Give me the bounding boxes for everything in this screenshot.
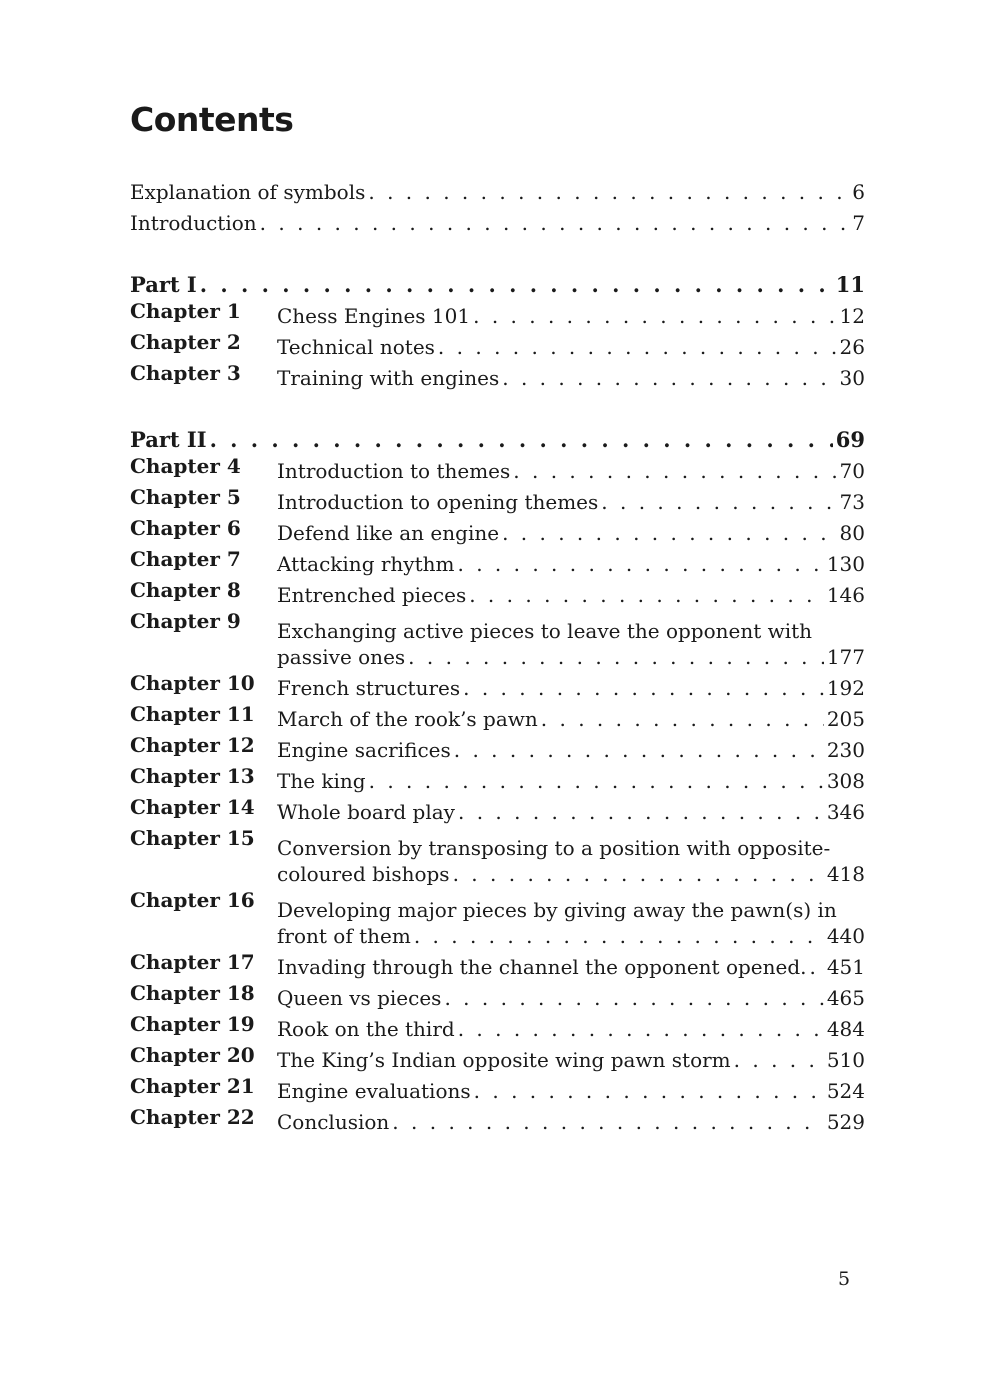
chapter-label: Chapter 22 bbox=[130, 1105, 255, 1129]
chapter-page: 70 bbox=[839, 459, 865, 483]
dot-leader bbox=[414, 923, 824, 949]
dot-leader bbox=[541, 706, 824, 732]
dot-leader bbox=[513, 458, 836, 484]
dot-leader bbox=[260, 210, 850, 236]
chapter-page: 308 bbox=[826, 769, 865, 793]
chapter-title: Whole board play bbox=[277, 800, 455, 824]
chapter-label: Chapter 16 bbox=[130, 888, 255, 912]
dot-leader bbox=[408, 644, 824, 670]
toc-entry-title: Introduction bbox=[130, 211, 257, 235]
chapter-page: 205 bbox=[826, 707, 865, 731]
chapter-title-line-2: passive ones bbox=[277, 645, 406, 669]
chapter-title-line-2: coloured bishops bbox=[277, 862, 450, 886]
chapter-page: 73 bbox=[839, 490, 865, 514]
toc-chapter-entry[interactable] bbox=[130, 980, 865, 1011]
dot-leader bbox=[473, 303, 836, 329]
chapter-page: 130 bbox=[826, 552, 865, 576]
part-label: Part II bbox=[130, 427, 207, 452]
chapter-label: Chapter 19 bbox=[130, 1012, 255, 1036]
chapter-label: Chapter 18 bbox=[130, 981, 255, 1005]
chapter-label: Chapter 21 bbox=[130, 1074, 255, 1098]
dot-leader bbox=[502, 520, 836, 546]
chapter-title-line-1: Developing major pieces by giving away the pawn(s) in bbox=[277, 898, 837, 922]
chapter-title: Entrenched pieces bbox=[277, 583, 467, 607]
dot-leader bbox=[454, 737, 824, 763]
chapter-label: Chapter 14 bbox=[130, 795, 255, 819]
chapter-label: Chapter 11 bbox=[130, 702, 255, 726]
chapter-title: Chess Engines 101 bbox=[277, 304, 471, 328]
toc-chapter-entry[interactable] bbox=[130, 329, 865, 360]
chapter-label: Chapter 5 bbox=[130, 485, 241, 509]
part-page: 69 bbox=[835, 427, 865, 452]
chapter-label: Chapter 4 bbox=[130, 454, 241, 478]
toc-chapter-entry[interactable] bbox=[130, 360, 865, 391]
chapter-title: March of the rook’s pawn bbox=[277, 707, 538, 731]
dot-leader bbox=[369, 768, 824, 794]
chapter-title: French structures bbox=[277, 676, 461, 700]
toc-entry-introduction[interactable] bbox=[130, 205, 865, 236]
toc-chapter-entry[interactable] bbox=[130, 794, 865, 825]
chapter-page: 26 bbox=[839, 335, 865, 359]
toc-chapter-entry[interactable] bbox=[130, 1042, 865, 1073]
chapter-label: Chapter 8 bbox=[130, 578, 241, 602]
chapter-label: Chapter 13 bbox=[130, 764, 255, 788]
dot-leader bbox=[601, 489, 836, 515]
toc-chapter-entry[interactable] bbox=[130, 484, 865, 515]
chapter-title: Training with engines bbox=[277, 366, 500, 390]
dot-leader bbox=[444, 985, 823, 1011]
toc-chapter-entry[interactable] bbox=[130, 1011, 865, 1042]
dot-leader bbox=[734, 1047, 824, 1073]
toc-chapter-entry[interactable] bbox=[130, 1104, 865, 1135]
toc-chapter-entry[interactable] bbox=[130, 577, 865, 608]
dot-leader bbox=[453, 861, 824, 887]
chapter-page: 12 bbox=[839, 304, 865, 328]
chapter-page: 177 bbox=[826, 645, 865, 669]
dot-leader bbox=[810, 954, 824, 980]
chapter-label: Chapter 9 bbox=[130, 609, 241, 633]
chapter-title: Queen vs pieces bbox=[277, 986, 442, 1010]
chapter-page: 529 bbox=[826, 1110, 865, 1134]
chapter-page: 465 bbox=[826, 986, 865, 1010]
toc-chapter-entry[interactable] bbox=[130, 763, 865, 794]
dot-leader bbox=[392, 1109, 824, 1135]
dot-leader bbox=[458, 799, 824, 825]
toc-part-2[interactable] bbox=[130, 422, 865, 453]
toc-part-1[interactable] bbox=[130, 267, 865, 298]
chapter-label: Chapter 6 bbox=[130, 516, 241, 540]
dot-leader bbox=[469, 582, 824, 608]
chapter-title: The King’s Indian opposite wing pawn storm bbox=[277, 1048, 731, 1072]
chapter-page: 230 bbox=[826, 738, 865, 762]
chapter-label: Chapter 2 bbox=[130, 330, 241, 354]
chapter-label: Chapter 15 bbox=[130, 826, 255, 850]
toc-chapter-entry[interactable] bbox=[130, 546, 865, 577]
page-title: Contents bbox=[130, 100, 294, 139]
chapter-label: Chapter 3 bbox=[130, 361, 241, 385]
chapter-page: 30 bbox=[839, 366, 865, 390]
toc-entry-page: 6 bbox=[852, 180, 865, 204]
chapter-page: 346 bbox=[826, 800, 865, 824]
chapter-page: 146 bbox=[826, 583, 865, 607]
chapter-label: Chapter 20 bbox=[130, 1043, 255, 1067]
chapter-page: 80 bbox=[839, 521, 865, 545]
dot-leader bbox=[458, 1016, 824, 1042]
dot-leader bbox=[463, 675, 824, 701]
chapter-page: 418 bbox=[826, 862, 865, 886]
toc-chapter-entry[interactable] bbox=[130, 515, 865, 546]
page-number: 5 bbox=[838, 1268, 851, 1290]
toc-entry-explanation-of-symbols[interactable] bbox=[130, 174, 865, 205]
dot-leader bbox=[200, 272, 833, 298]
chapter-page: 451 bbox=[826, 955, 865, 979]
chapter-page: 510 bbox=[826, 1048, 865, 1072]
chapter-title-line-1: Exchanging active pieces to leave the opponent with bbox=[277, 619, 813, 643]
chapter-title: Attacking rhythm bbox=[277, 552, 455, 576]
chapter-title-line-2: front of them bbox=[277, 924, 411, 948]
toc-chapter-entry[interactable] bbox=[130, 732, 865, 763]
chapter-title: Introduction to themes bbox=[277, 459, 511, 483]
chapter-title: The king bbox=[277, 769, 366, 793]
toc-chapter-entry[interactable] bbox=[130, 1073, 865, 1104]
toc-chapter-entry[interactable] bbox=[130, 670, 865, 701]
toc-chapter-entry[interactable] bbox=[130, 701, 865, 732]
chapter-label: Chapter 12 bbox=[130, 733, 255, 757]
chapter-label: Chapter 7 bbox=[130, 547, 241, 571]
toc-chapter-entry[interactable] bbox=[130, 949, 865, 980]
toc-chapter-entry[interactable] bbox=[130, 887, 865, 949]
chapter-label: Chapter 17 bbox=[130, 950, 255, 974]
chapter-page: 192 bbox=[826, 676, 865, 700]
part-page: 11 bbox=[835, 272, 865, 297]
table-of-contents bbox=[130, 174, 865, 1135]
dot-leader bbox=[502, 365, 836, 391]
chapter-page: 484 bbox=[826, 1017, 865, 1041]
chapter-title: Invading through the channel the opponent opened. bbox=[277, 955, 807, 979]
toc-chapter-entry[interactable] bbox=[130, 608, 865, 670]
chapter-title: Engine evaluations bbox=[277, 1079, 471, 1103]
chapter-page: 440 bbox=[826, 924, 865, 948]
part-label: Part I bbox=[130, 272, 197, 297]
chapter-title: Rook on the third bbox=[277, 1017, 455, 1041]
toc-chapter-entry[interactable] bbox=[130, 298, 865, 329]
chapter-title-line-1: Conversion by transposing to a position with opposite- bbox=[277, 836, 831, 860]
chapter-title: Engine sacrifices bbox=[277, 738, 451, 762]
dot-leader bbox=[474, 1078, 824, 1104]
dot-leader bbox=[457, 551, 823, 577]
chapter-title: Technical notes bbox=[277, 335, 435, 359]
dot-leader bbox=[438, 334, 837, 360]
toc-entry-title: Explanation of symbols bbox=[130, 180, 366, 204]
chapter-title: Introduction to opening themes bbox=[277, 490, 599, 514]
dot-leader bbox=[210, 427, 833, 453]
toc-entry-page: 7 bbox=[852, 211, 865, 235]
chapter-label: Chapter 1 bbox=[130, 299, 241, 323]
toc-chapter-entry[interactable] bbox=[130, 453, 865, 484]
dot-leader bbox=[368, 179, 849, 205]
chapter-title: Defend like an engine bbox=[277, 521, 500, 545]
chapter-title: Conclusion bbox=[277, 1110, 390, 1134]
toc-chapter-entry[interactable] bbox=[130, 825, 865, 887]
chapter-page: 524 bbox=[826, 1079, 865, 1103]
chapter-label: Chapter 10 bbox=[130, 671, 255, 695]
